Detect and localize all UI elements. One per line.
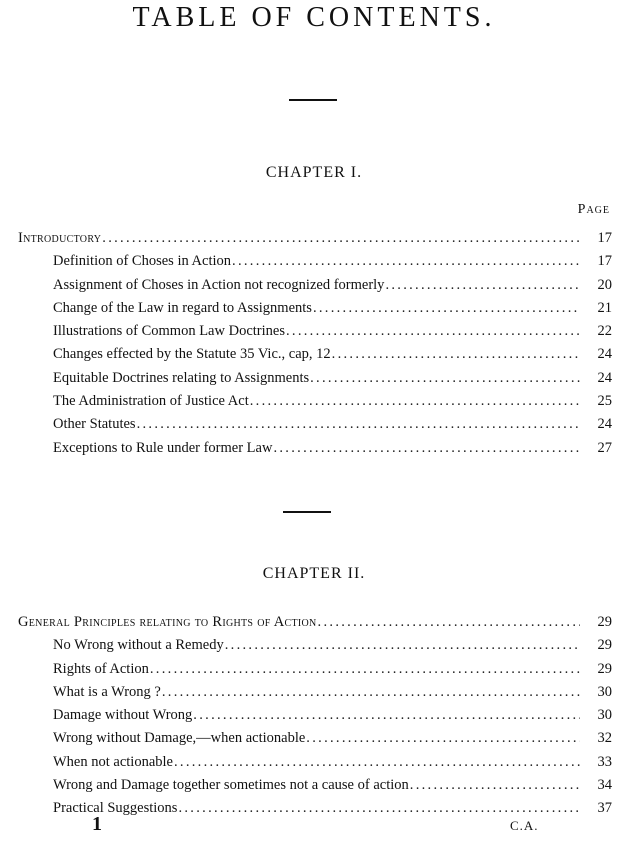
toc-entry-title: Rights of Action <box>53 660 149 677</box>
dot-leader <box>286 323 580 340</box>
toc-entry-title: Other Statutes <box>53 416 136 433</box>
toc-entry[interactable] <box>18 230 612 253</box>
toc-entry-page: 30 <box>597 683 612 700</box>
dot-leader <box>174 754 580 771</box>
toc-entry-title: Assignment of Choses in Action not recognized formerly <box>53 276 385 293</box>
toc-entry-page: 17 <box>597 253 612 270</box>
toc-entry[interactable] <box>18 777 612 800</box>
dot-leader <box>178 800 580 817</box>
toc-entry-title: Equitable Doctrines relating to Assignments <box>53 369 310 386</box>
toc-entry-page: 17 <box>597 230 612 246</box>
toc-entry[interactable] <box>18 684 612 707</box>
toc-entry-title: Introductory <box>18 230 102 246</box>
toc-entry-page: 29 <box>597 637 612 654</box>
toc-entry-page: 29 <box>597 614 612 630</box>
dot-leader <box>225 637 580 654</box>
signature-mark: C.A. <box>510 818 539 833</box>
toc-entry-title: Practical Suggestions <box>53 800 178 817</box>
toc-entry[interactable] <box>18 300 612 323</box>
dot-leader <box>193 707 580 724</box>
chapter-2-toc <box>18 614 612 824</box>
chapter-1-heading: CHAPTER I. <box>265 164 363 181</box>
toc-entry-title: No Wrong without a Remedy <box>53 637 224 654</box>
toc-entry-page: 24 <box>597 416 612 433</box>
toc-entry[interactable] <box>18 370 612 393</box>
dot-leader <box>232 253 580 270</box>
toc-entry[interactable] <box>18 346 612 369</box>
dot-leader <box>306 730 580 747</box>
toc-entry[interactable] <box>18 253 612 276</box>
toc-entry-page: 20 <box>597 276 612 293</box>
section-rule <box>283 511 331 513</box>
dot-leader <box>310 370 580 387</box>
toc-entry-page: 29 <box>597 660 612 677</box>
toc-entry-title: What is a Wrong ? <box>53 683 161 700</box>
dot-leader <box>102 230 580 247</box>
toc-entry[interactable] <box>18 393 612 416</box>
toc-entry[interactable] <box>18 730 612 753</box>
toc-entry-page: 33 <box>597 753 612 770</box>
toc-entry-title: Wrong without Damage,—when actionable <box>53 730 306 747</box>
toc-entry[interactable] <box>18 277 612 300</box>
toc-entry-page: 25 <box>597 393 612 410</box>
page-column-label: Page <box>577 202 610 217</box>
toc-entry-title: Definition of Choses in Action <box>53 253 232 270</box>
toc-entry-title: Illustrations of Common Law Doctrines <box>53 323 285 340</box>
toc-entry-title: General Principles relating to Rights of Action <box>18 614 317 630</box>
page-title: TABLE OF CONTENTS. <box>132 2 496 33</box>
dot-leader <box>313 300 580 317</box>
dot-leader <box>250 393 580 410</box>
dot-leader <box>332 346 580 363</box>
toc-entry[interactable] <box>18 754 612 777</box>
toc-entry[interactable] <box>18 416 612 439</box>
dot-leader <box>150 661 580 678</box>
toc-entry-title: Wrong and Damage together sometimes not a cause of action <box>53 777 409 794</box>
dot-leader <box>385 277 580 294</box>
toc-entry[interactable] <box>18 323 612 346</box>
toc-entry-page: 34 <box>597 777 612 794</box>
toc-entry-page: 21 <box>597 299 612 316</box>
toc-entry-title: Damage without Wrong <box>53 707 193 724</box>
dot-leader <box>162 684 580 701</box>
toc-entry-title: Changes effected by the Statute 35 Vic., cap, 12 <box>53 346 331 363</box>
toc-entry-page: 24 <box>597 369 612 386</box>
title-rule <box>289 99 337 101</box>
toc-entry-title: The Administration of Justice Act <box>53 393 249 410</box>
toc-entry-page: 37 <box>597 800 612 817</box>
toc-entry-title: Change of the Law in regard to Assignments <box>53 299 312 316</box>
toc-entry-title: Exceptions to Rule under former Law <box>53 439 273 456</box>
toc-entry-page: 30 <box>597 707 612 724</box>
dot-leader <box>410 777 580 794</box>
toc-entry[interactable] <box>18 661 612 684</box>
toc-entry-page: 22 <box>597 323 612 340</box>
dot-leader <box>273 440 580 457</box>
dot-leader <box>137 416 580 433</box>
toc-entry-page: 32 <box>597 730 612 747</box>
chapter-1-toc <box>18 230 612 463</box>
toc-entry-title: When not actionable <box>53 753 173 770</box>
toc-entry-page: 27 <box>597 439 612 456</box>
signature-number: 1 <box>92 813 102 835</box>
toc-entry[interactable] <box>18 707 612 730</box>
dot-leader <box>318 614 580 631</box>
toc-entry[interactable] <box>18 440 612 463</box>
toc-entry[interactable] <box>18 614 612 637</box>
toc-entry[interactable] <box>18 637 612 660</box>
chapter-2-heading: CHAPTER II. <box>262 565 366 582</box>
toc-entry-page: 24 <box>597 346 612 363</box>
